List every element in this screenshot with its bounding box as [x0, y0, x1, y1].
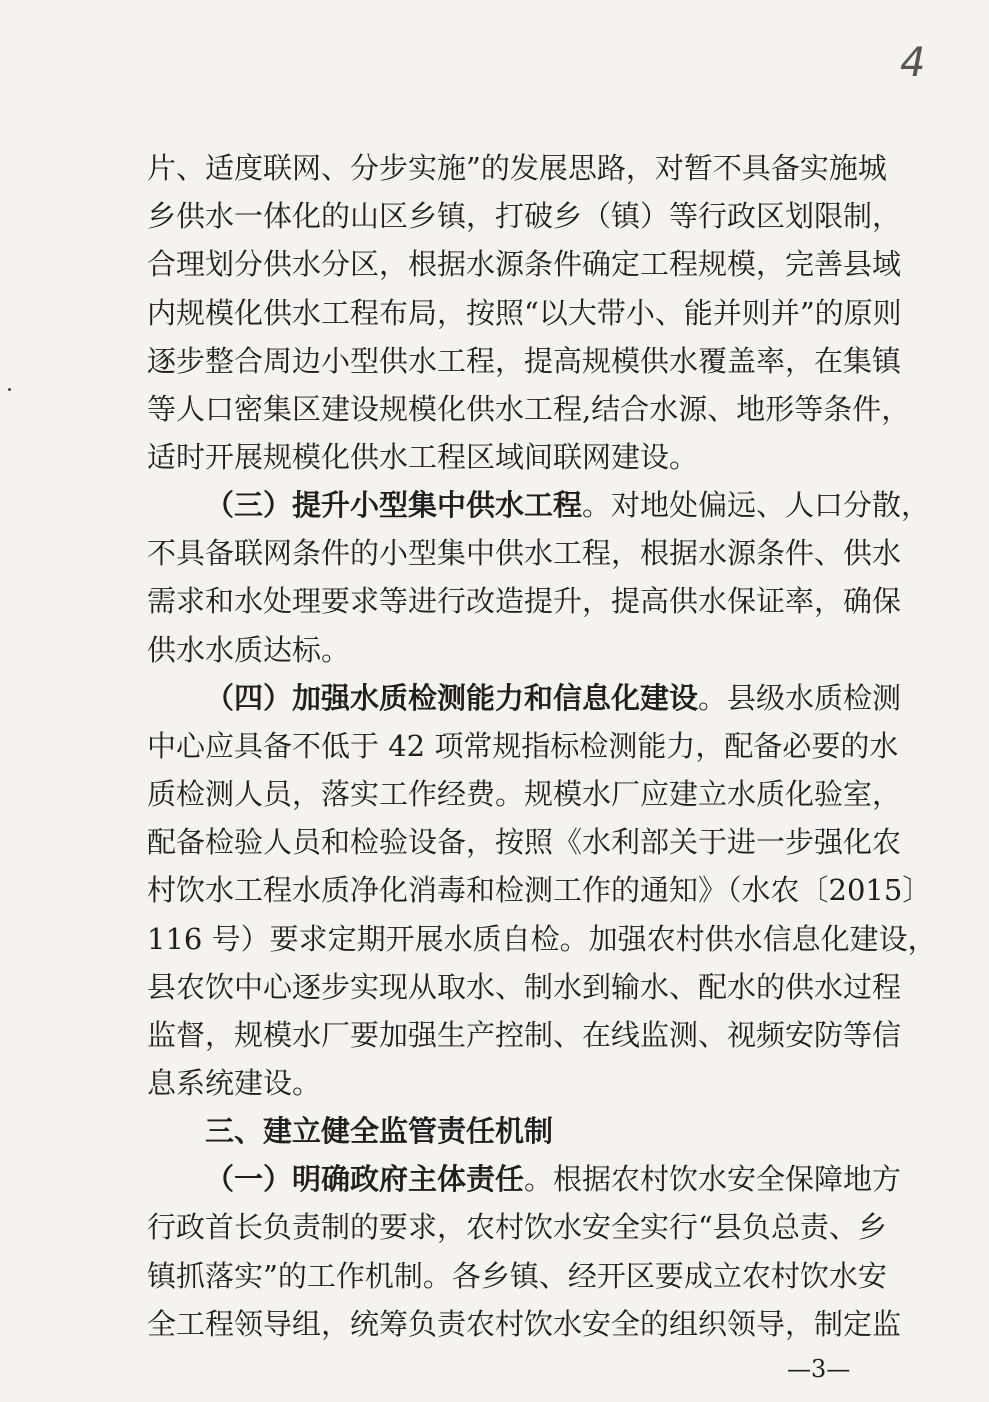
text-line-subheading: （三）提升小型集中供水工程。对地处偏远、人口分散， [205, 488, 931, 522]
section-heading: 三、建立健全监管责任机制 [205, 1114, 554, 1148]
text-line: 行政首长负责制的要求，农村饮水安全实行“县负总责、乡 [147, 1210, 887, 1244]
text-line: 县农饮中心逐步实现从取水、制水到输水、配水的供水过程 [147, 970, 902, 1004]
text-line: 适时开展规模化供水工程区域间联网建设。 [147, 440, 699, 474]
text-line-subheading: （一）明确政府主体责任。根据农村饮水安全保障地方 [205, 1162, 902, 1196]
text-line: 片、适度联网、分步实施”的发展思路，对暂不具备实施城 [147, 151, 887, 185]
text-line: 乡供水一体化的山区乡镇，打破乡（镇）等行政区划限制， [147, 199, 902, 233]
text-line: 需求和水处理要求等进行改造提升，提高供水保证率，确保 [147, 584, 902, 618]
text-line: 内规模化供水工程布局，按照“以大带小、能并则并”的原则 [147, 296, 902, 330]
text-line: 质检测人员，落实工作经费。规模水厂应建立水质化验室， [147, 777, 902, 811]
subheading-bold: （一）明确政府主体责任 [205, 1162, 525, 1196]
scan-speck [8, 388, 11, 391]
text-line: 不具备联网条件的小型集中供水工程，根据水源条件、供水 [147, 536, 902, 570]
text-line: 息系统建设。 [147, 1066, 322, 1100]
subheading-bold: （四）加强水质检测能力和信息化建设 [205, 681, 699, 715]
text-line: 村饮水工程水质净化消毒和检测工作的通知》（水农〔2015〕 [147, 873, 932, 907]
text-line: 逐步整合周边小型供水工程，提高规模供水覆盖率，在集镇 [147, 344, 902, 378]
text-line: 配备检验人员和检验设备，按照《水利部关于进一步强化农 [147, 825, 902, 859]
text-line: 116 号）要求定期开展水质自检。加强农村供水信息化建设， [147, 922, 937, 956]
page-number: —3— [787, 1355, 851, 1383]
text-line-subheading: （四）加强水质检测能力和信息化建设。县级水质检测 [205, 681, 902, 715]
handwritten-page-number: 4 [900, 40, 926, 86]
text-line: 全工程领导组，统筹负责农村饮水安全的组织领导，制定监 [147, 1307, 902, 1341]
text-line: 供水水质达标。 [147, 633, 351, 667]
subheading-bold: （三）提升小型集中供水工程 [205, 488, 583, 522]
text-line: 等人口密集区建设规模化供水工程,结合水源、地形等条件， [147, 392, 911, 426]
text-line: 镇抓落实”的工作机制。各乡镇、经开区要成立农村饮水安 [147, 1259, 887, 1293]
text-line: 中心应具备不低于 42 项常规指标检测能力，配备必要的水 [147, 729, 899, 763]
text-line: 监督，规模水厂要加强生产控制、在线监测、视频安防等信 [147, 1018, 902, 1052]
text-line: 合理划分供水分区，根据水源条件确定工程规模，完善县域 [147, 247, 902, 281]
